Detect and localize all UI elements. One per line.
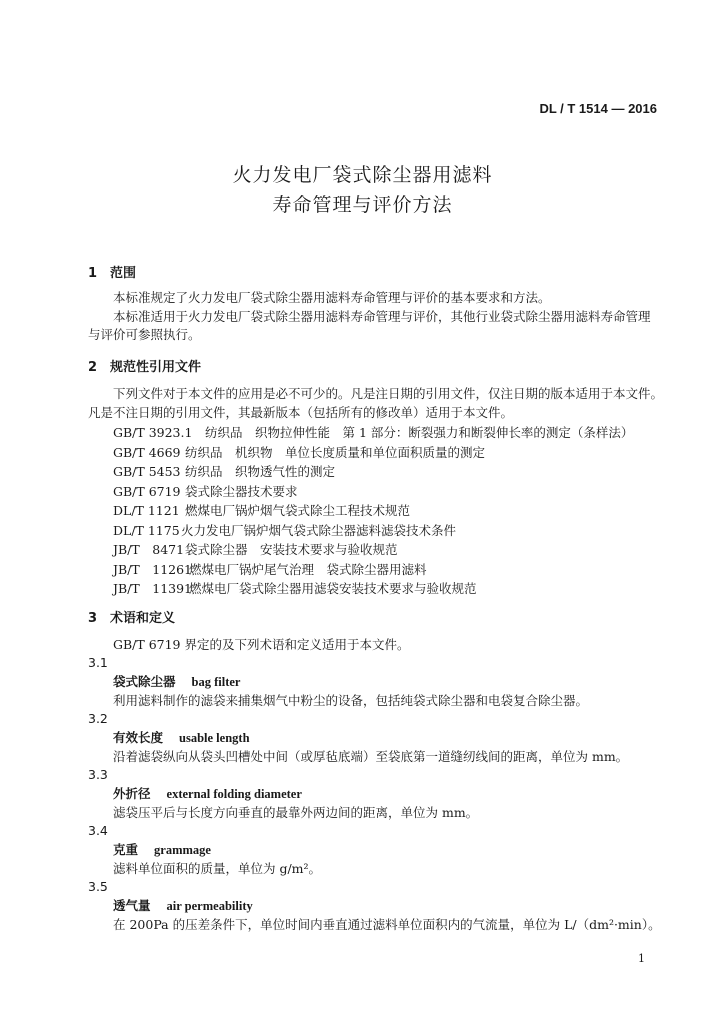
reference-code: DL/T 1121 [113, 503, 180, 518]
reference-item [113, 423, 633, 441]
section-1-paragraph: 与评价可参照执行。 [88, 327, 201, 342]
page-number: 1 [638, 952, 645, 965]
term-definition: 滤袋压平后与长度方向垂直的最靠外两边间的距离，单位为 mm。 [113, 805, 479, 820]
term-definition: 利用滤料制作的滤袋来捕集烟气中粉尘的设备，包括纯袋式除尘器和电袋复合除尘器。 [113, 693, 589, 708]
clause-number: 3.2 [88, 711, 108, 726]
reference-item [113, 579, 477, 597]
reference-title: 袋式除尘器 安装技术要求与验收规范 [185, 542, 398, 557]
reference-title: 燃煤电厂锅炉烟气袋式除尘工程技术规范 [185, 503, 411, 518]
reference-item [113, 521, 456, 539]
term-chinese: 外折径 [113, 786, 151, 801]
term-definition: 在 200Pa 的压差条件下，单位时间内垂直通过滤料单位面积内的气流量，单位为 L/（dm²·min）。 [113, 917, 661, 932]
term-heading [113, 672, 240, 690]
section-number: 3 [88, 611, 98, 626]
term-english: air permeability [166, 899, 253, 913]
section-1-paragraph: 本标准规定了火力发电厂袋式除尘器用滤料寿命管理与评价的基本要求和方法。 [113, 290, 551, 305]
section-number: 1 [88, 266, 98, 281]
reference-code: JB/T 11391 [113, 581, 193, 596]
reference-title: 纺织品 织物拉伸性能 第 1 部分：断裂强力和断裂伸长率的测定（条样法） [205, 425, 634, 440]
term-definition: 滤料单位面积的质量，单位为 g/m²。 [113, 861, 322, 876]
term-english: bag filter [191, 675, 241, 689]
clause-number: 3.4 [88, 823, 108, 838]
section-3-heading [88, 607, 175, 626]
clause-number: 3.5 [88, 879, 108, 894]
section-title: 术语和定义 [110, 611, 176, 626]
term-chinese: 袋式除尘器 [113, 674, 176, 689]
term-english: usable length [179, 731, 250, 745]
section-1-paragraph: 本标准适用于火力发电厂袋式除尘器用滤料寿命管理与评价，其他行业袋式除尘器用滤料寿命管理 [113, 309, 651, 324]
term-chinese: 透气量 [113, 898, 151, 913]
reference-item [113, 462, 335, 480]
reference-title: 纺织品 织物透气性的测定 [185, 464, 336, 479]
reference-code: JB/T 11261 [113, 562, 193, 577]
document-title-line1: 火力发电厂袋式除尘器用滤料 [232, 164, 493, 186]
section-number: 2 [88, 360, 98, 375]
section-1-heading [88, 262, 136, 281]
clause-number: 3.3 [88, 767, 108, 782]
reference-code: DL/T 1175 [113, 523, 180, 538]
standard-code: DL / T 1514 — 2016 [539, 101, 657, 116]
reference-item [113, 560, 427, 578]
reference-code: GB/T 5453 [113, 464, 181, 479]
reference-item [113, 540, 398, 558]
reference-code: JB/T 8471 [113, 542, 185, 557]
term-english: grammage [154, 843, 211, 857]
term-chinese: 有效长度 [113, 730, 164, 745]
term-definition: 沿着滤袋纵向从袋头凹槽处中间（或厚毡底端）至袋底第一道缝纫线间的距离，单位为 mm。 [113, 749, 629, 764]
reference-title: 燃煤电厂袋式除尘器用滤袋安装技术要求与验收规范 [189, 581, 477, 596]
section-2-heading [88, 356, 201, 375]
term-chinese: 克重 [113, 842, 139, 857]
section-title: 范围 [110, 266, 137, 281]
clause-number: 3.1 [88, 655, 108, 670]
reference-title: 燃煤电厂锅炉尾气治理 袋式除尘器用滤料 [189, 562, 427, 577]
document-title-line2: 寿命管理与评价方法 [272, 194, 453, 216]
term-heading [113, 840, 211, 858]
section-2-paragraph: 下列文件对于本文件的应用是必不可少的。凡是注日期的引用文件，仅注日期的版本适用于本文件。 [113, 386, 664, 401]
term-heading [113, 896, 253, 914]
section-title: 规范性引用文件 [110, 360, 202, 375]
section-3-intro: GB/T 6719 界定的及下列术语和定义适用于本文件。 [113, 637, 410, 652]
reference-title: 纺织品 机织物 单位长度质量和单位面积质量的测定 [185, 445, 486, 460]
term-heading [113, 728, 250, 746]
reference-code: GB/T 3923.1 [113, 425, 193, 440]
section-2-paragraph: 凡是不注日期的引用文件，其最新版本（包括所有的修改单）适用于本文件。 [88, 405, 514, 420]
reference-code: GB/T 6719 [113, 484, 181, 499]
reference-item [113, 443, 485, 461]
reference-title: 袋式除尘器技术要求 [185, 484, 298, 499]
reference-item [113, 501, 410, 519]
term-english: external folding diameter [166, 787, 302, 801]
reference-item [113, 482, 298, 500]
reference-code: GB/T 4669 [113, 445, 181, 460]
reference-title: 火力发电厂锅炉烟气袋式除尘器滤料滤袋技术条件 [181, 523, 457, 538]
term-heading [113, 784, 302, 802]
